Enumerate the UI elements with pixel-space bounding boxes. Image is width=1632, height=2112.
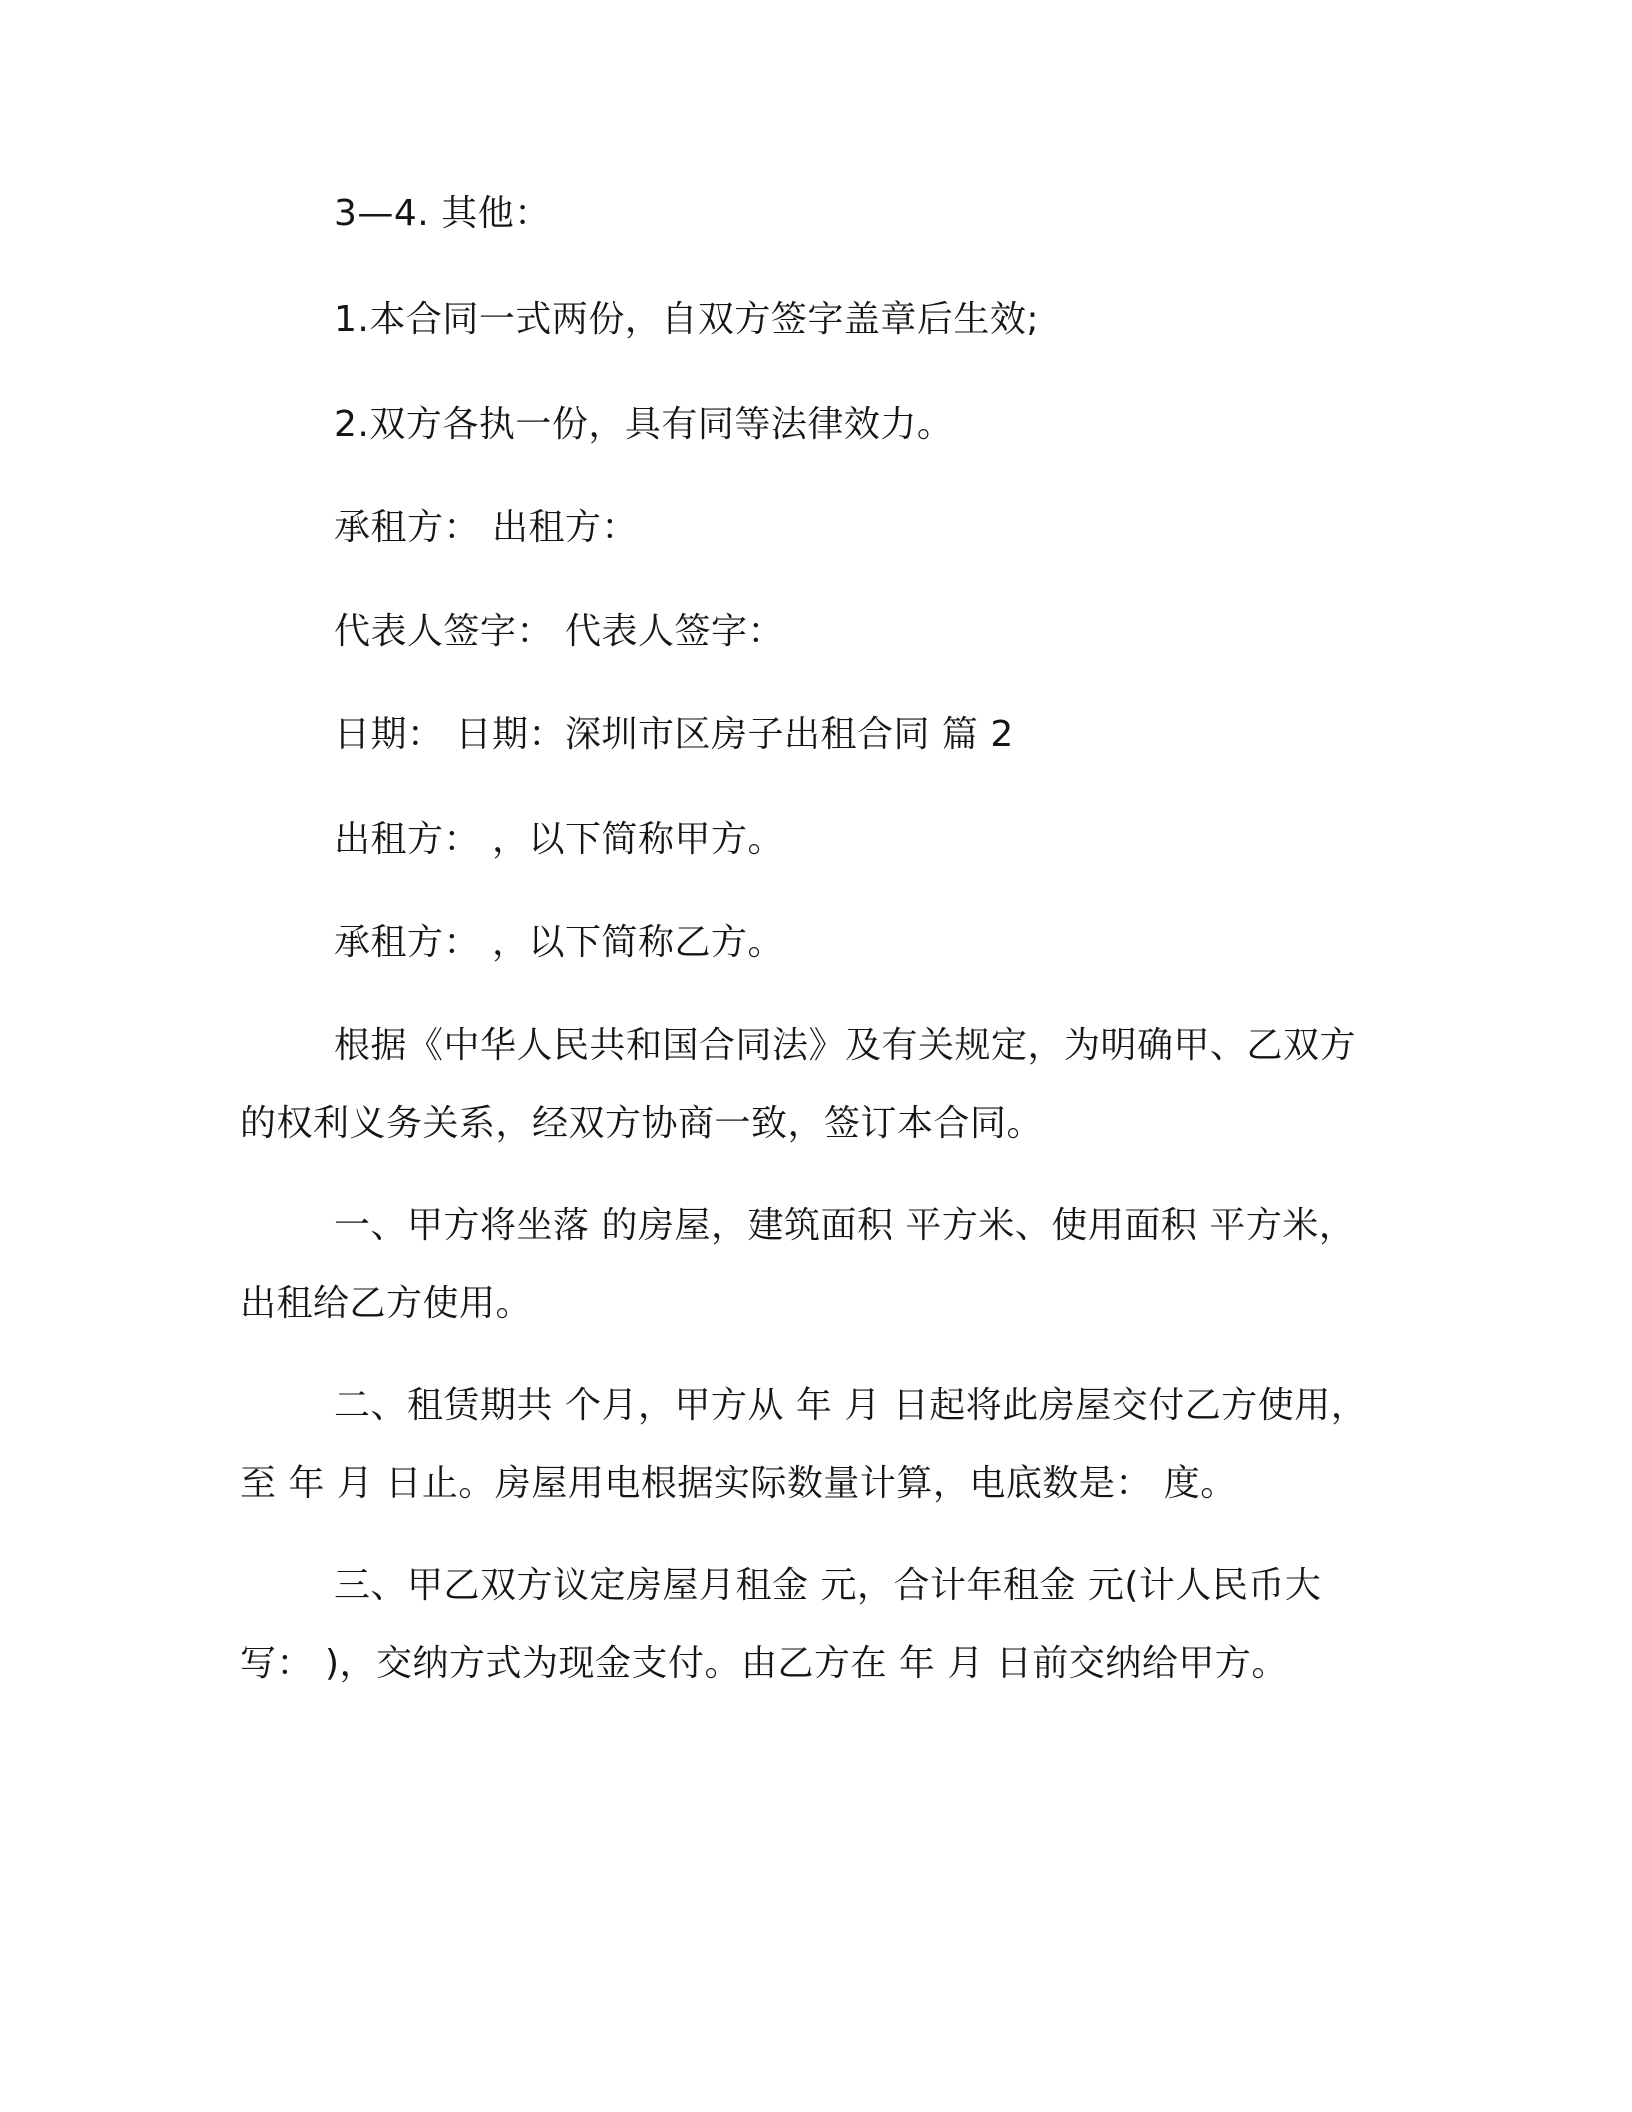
section-heading: 3—4. 其他：	[334, 193, 551, 234]
lessee-line: 承租方： ，以下简称乙方。	[334, 922, 784, 963]
clause-1: 1.本合同一式两份，自双方签字盖章后生效;	[334, 299, 1039, 340]
article-3-line-1: 三、甲乙双方议定房屋月租金 元，合计年租金 元(计人民币大	[334, 1565, 1322, 1606]
article-1-line-1: 一、甲方将坐落 的房屋，建筑面积 平方米、使用面积 平方米，	[334, 1205, 1356, 1246]
intro-line-1: 根据《中华人民共和国合同法》及有关规定，为明确甲、乙双方	[334, 1025, 1357, 1066]
intro-line-2: 的权利义务关系，经双方协商一致，签订本合同。	[240, 1103, 1044, 1144]
lessor-line: 出租方： ，以下简称甲方。	[334, 819, 784, 860]
date-title-line: 日期： 日期：深圳市区房子出租合同 篇 2	[334, 714, 1014, 755]
clause-2: 2.双方各执一份，具有同等法律效力。	[334, 404, 954, 445]
article-2-line-1: 二、租赁期共 个月，甲方从 年 月 日起将此房屋交付乙方使用，	[334, 1385, 1368, 1426]
article-3-line-2: 写： )，交纳方式为现金支付。由乙方在 年 月 日前交纳给甲方。	[240, 1643, 1288, 1684]
article-2-line-2: 至 年 月 日止。房屋用电根据实际数量计算，电底数是： 度。	[240, 1463, 1237, 1504]
article-1-line-2: 出租给乙方使用。	[240, 1283, 533, 1324]
parties-line: 承租方： 出租方：	[334, 507, 638, 548]
representatives-line: 代表人签字： 代表人签字：	[334, 611, 784, 652]
